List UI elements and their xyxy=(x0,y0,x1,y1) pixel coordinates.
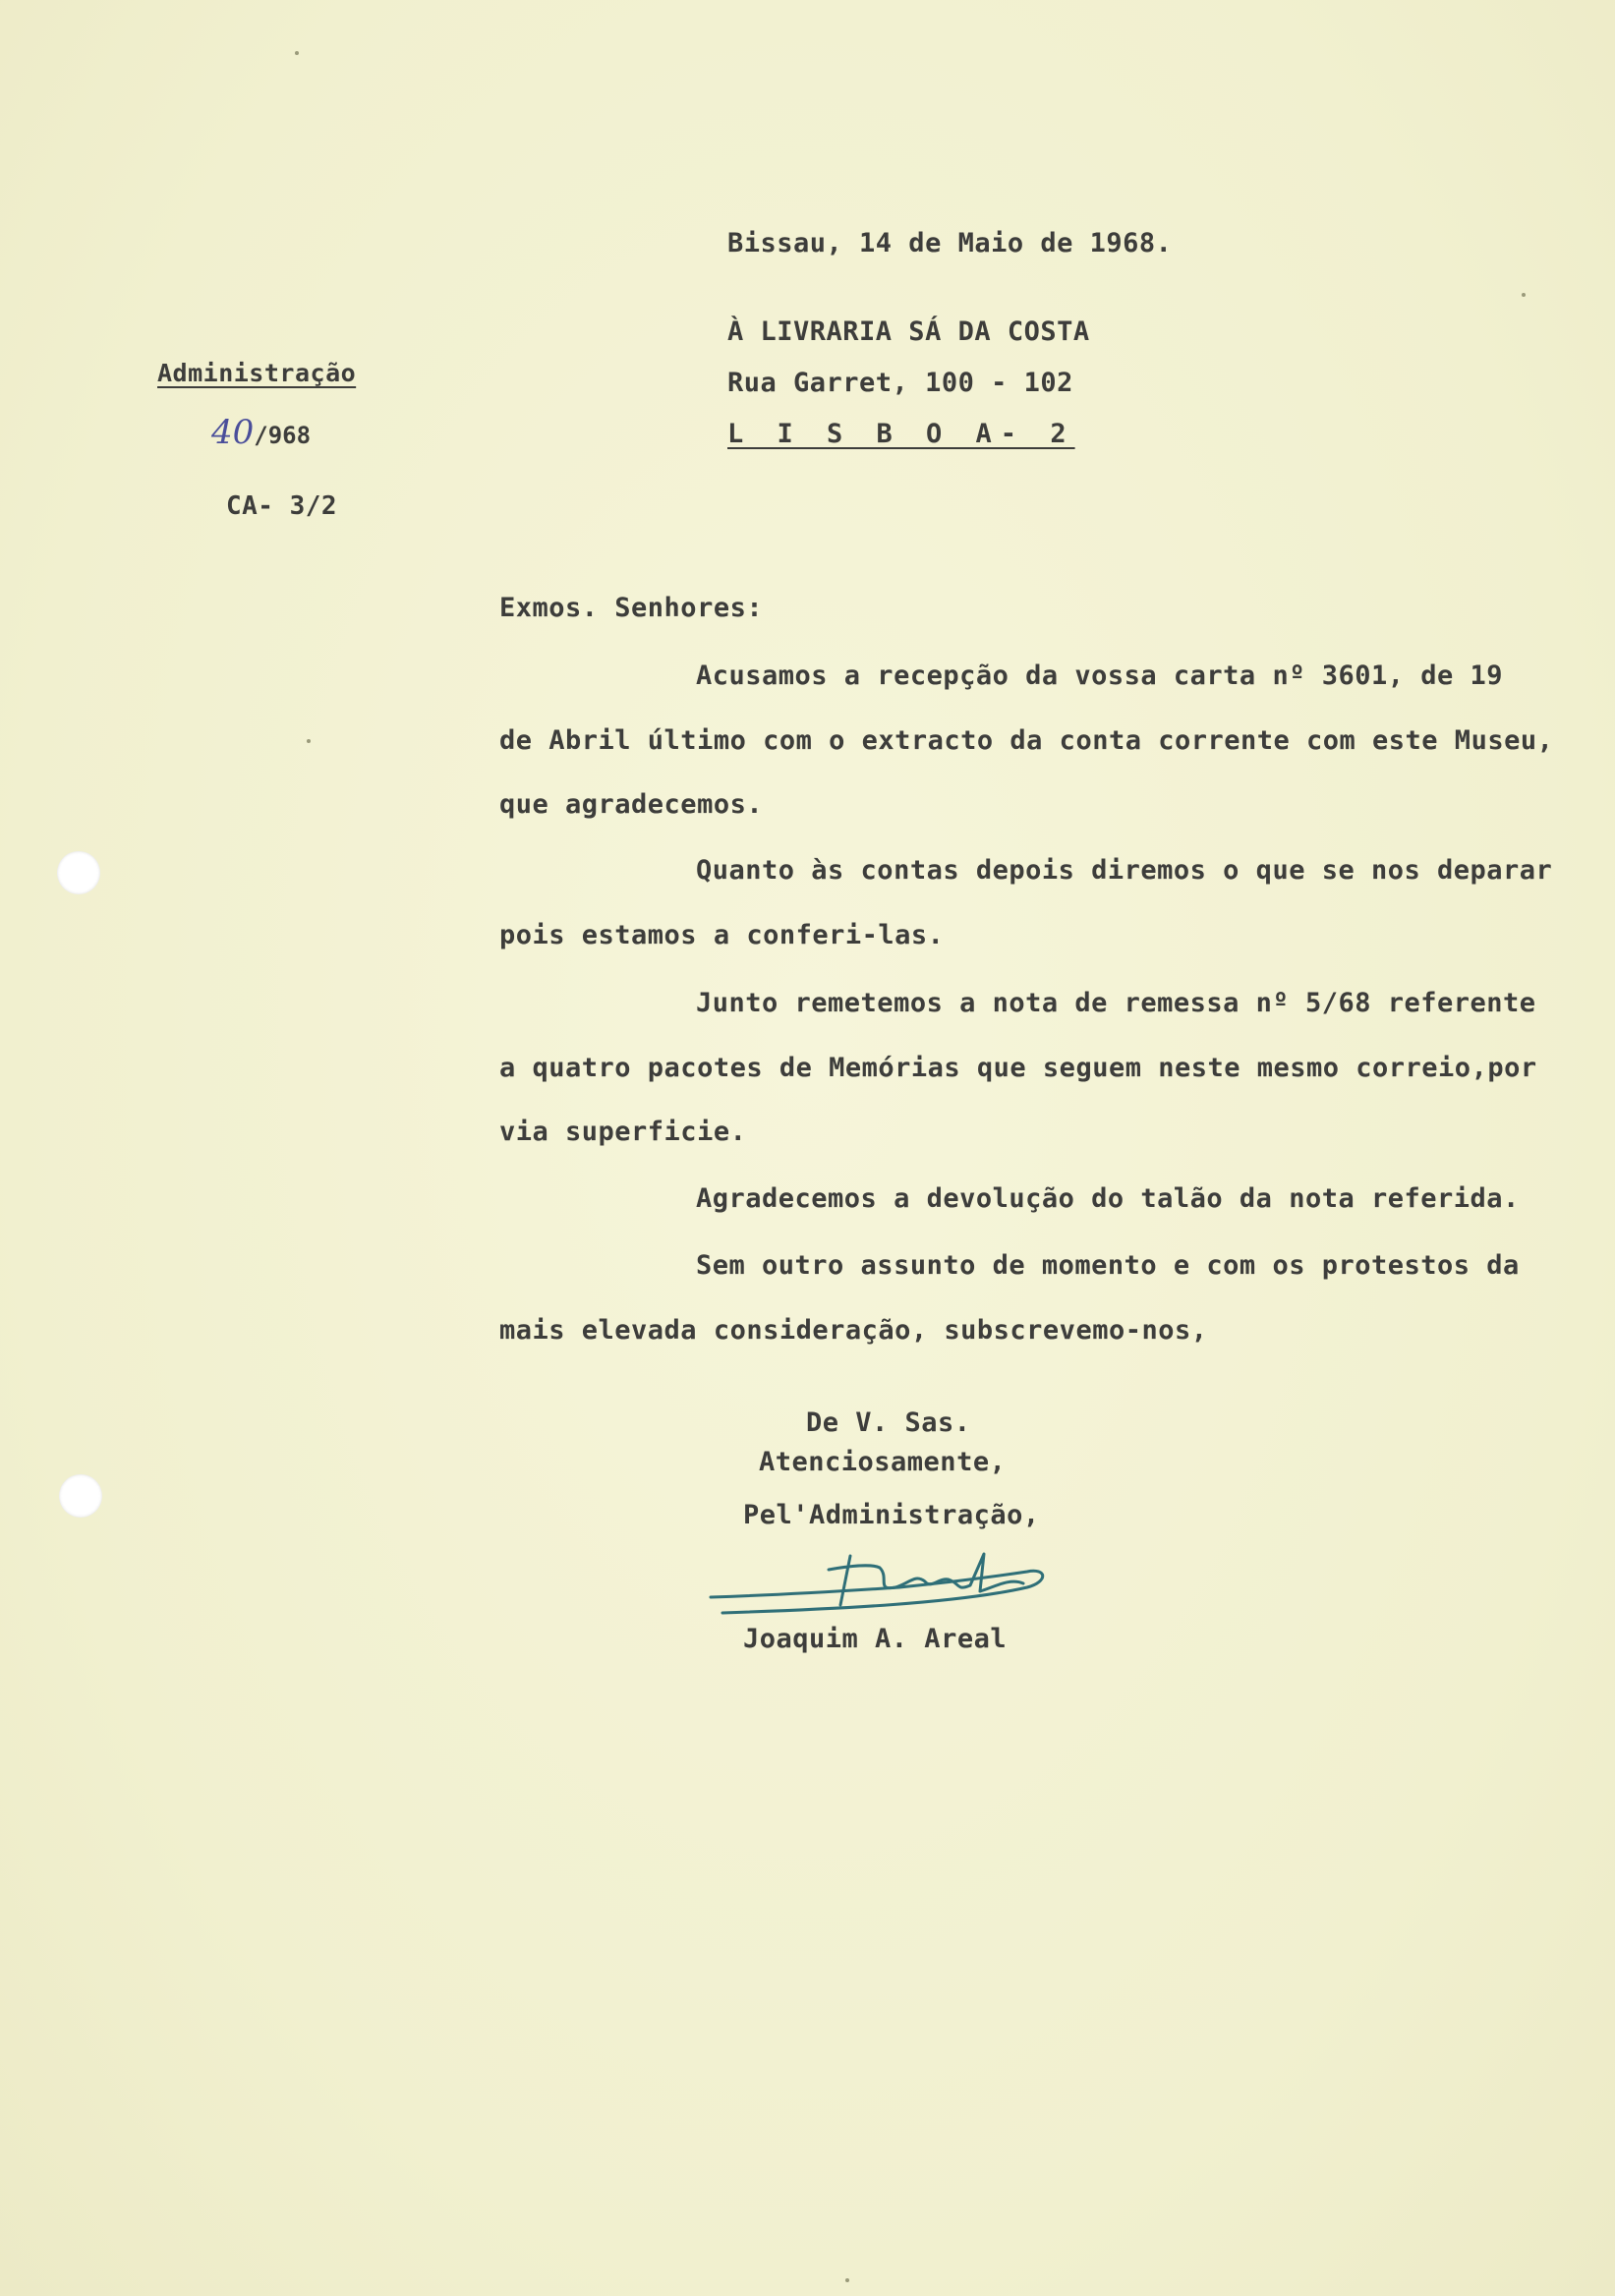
punch-hole-bottom xyxy=(59,1474,102,1518)
paper-speck xyxy=(295,51,299,55)
paragraph-3-line-3: via superficie. xyxy=(499,1117,747,1147)
recipient-street: Rua Garret, 100 - 102 xyxy=(727,368,1073,398)
reference-code: CA- 3/2 xyxy=(226,491,338,521)
paper-speck xyxy=(845,2278,849,2282)
paragraph-1-line-1: Acusamos a recepção da vossa carta nº 3601, de 19 xyxy=(696,660,1504,691)
signature xyxy=(703,1548,1057,1622)
reference-department: Administração xyxy=(157,359,357,387)
paragraph-3-line-2: a quatro pacotes de Memórias que seguem neste mesmo correio,por xyxy=(499,1053,1537,1083)
paragraph-4-line-1: Agradecemos a devolução do talão da nota referida. xyxy=(696,1183,1520,1214)
signatory-name: Joaquim A. Areal xyxy=(743,1624,1008,1654)
reference-number-typed: /968 xyxy=(254,422,312,449)
paragraph-2-line-2: pois estamos a conferi-las. xyxy=(499,920,945,950)
paper-speck xyxy=(307,739,311,743)
paragraph-5-line-1: Sem outro assunto de momento e com os protestos da xyxy=(696,1250,1520,1281)
closing-line-1: De V. Sas. xyxy=(806,1407,971,1438)
recipient-city: L I S B O A- 2 xyxy=(727,419,1075,449)
signature-stroke xyxy=(711,1571,1043,1613)
reference-number xyxy=(211,413,311,452)
paragraph-2-line-1: Quanto às contas depois diremos o que se nos deparar xyxy=(696,855,1553,886)
salutation: Exmos. Senhores: xyxy=(499,593,764,623)
paragraph-3-line-1: Junto remetemos a nota de remessa nº 5/68 referente xyxy=(696,988,1536,1018)
paragraph-5-line-2: mais elevada consideração, subscrevemo-nos, xyxy=(499,1315,1208,1346)
date-line: Bissau, 14 de Maio de 1968. xyxy=(727,228,1173,258)
recipient-name: À LIVRARIA SÁ DA COSTA xyxy=(727,316,1090,347)
closing-line-3: Pel'Administração, xyxy=(743,1500,1040,1530)
punch-hole-top xyxy=(57,851,100,894)
paragraph-1-line-2: de Abril último com o extracto da conta corrente com este Museu, xyxy=(499,725,1554,756)
reference-number-handwritten: 40 xyxy=(211,413,255,452)
closing-line-2: Atenciosamente, xyxy=(759,1447,1007,1477)
signature-letters xyxy=(829,1554,1023,1605)
paragraph-1-line-3: que agradecemos. xyxy=(499,789,764,820)
paper-speck xyxy=(1522,293,1526,297)
